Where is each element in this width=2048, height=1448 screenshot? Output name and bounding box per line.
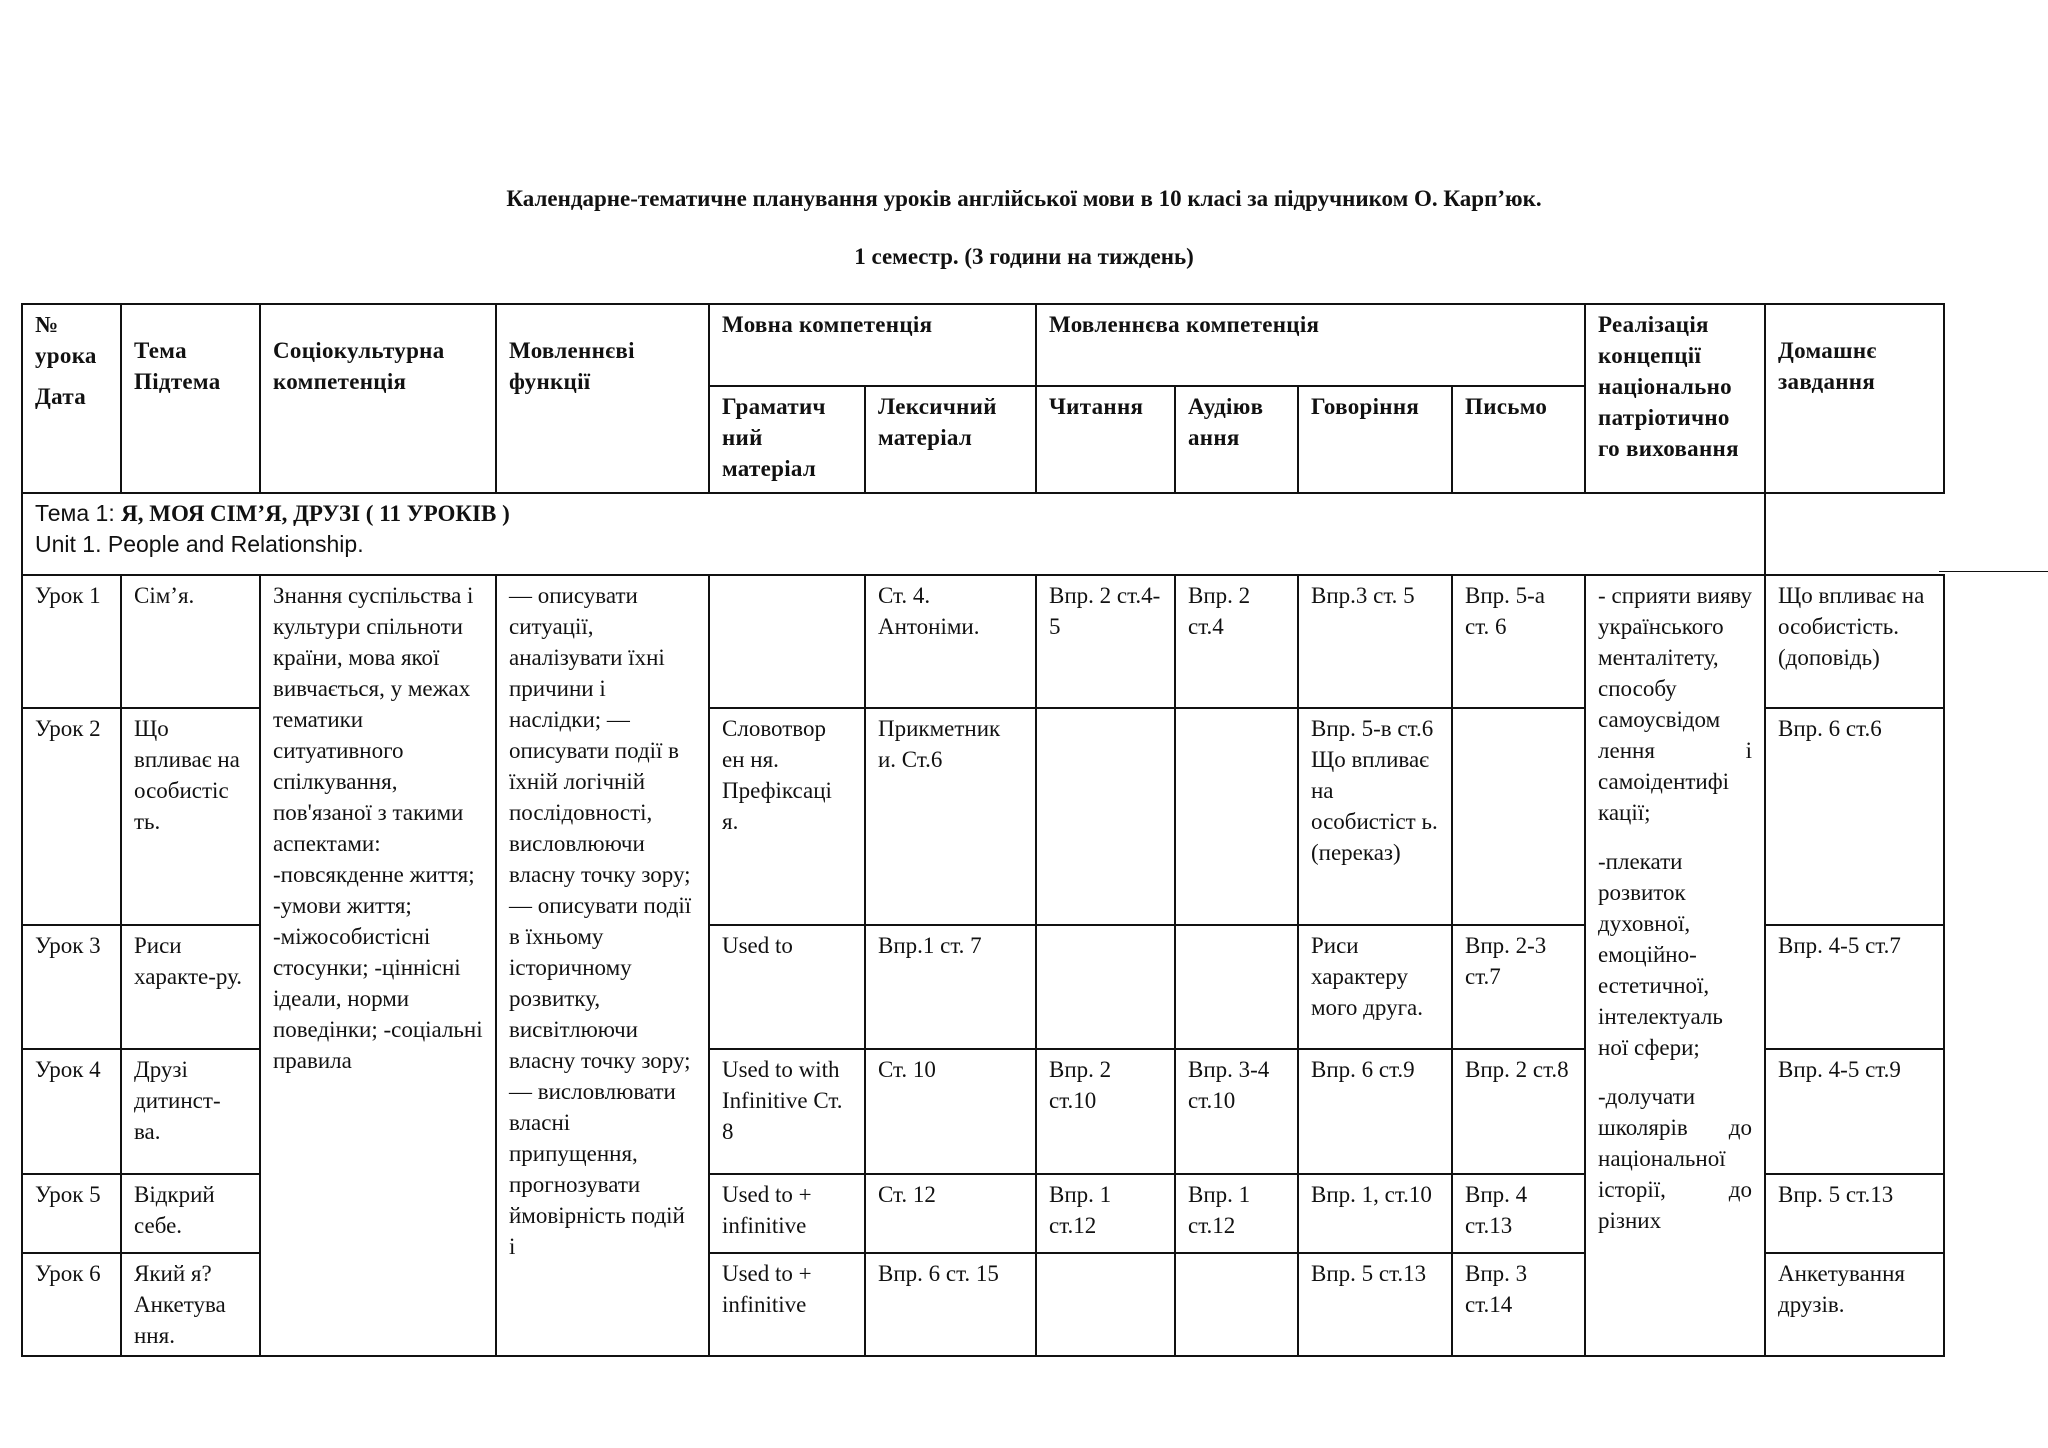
lesson-homework: Що впливає на особистість. (доповідь) xyxy=(1765,575,1944,708)
lesson-grammar xyxy=(709,575,865,708)
col-header-grammar: Граматич ний матеріал xyxy=(709,386,865,493)
lesson-lexical: Прикметник и. Ст.6 xyxy=(865,708,1036,925)
table-overflow-rule xyxy=(1939,571,2048,572)
lesson-listening xyxy=(1175,925,1298,1049)
col-header-patriotic: Реалізація концепції національно патріотично го виховання xyxy=(1585,304,1765,493)
lesson-speaking: Впр. 1, ст.10 xyxy=(1298,1174,1452,1253)
lesson-reading: Впр. 1 ст.12 xyxy=(1036,1174,1175,1253)
lesson-num: Урок 4 xyxy=(22,1049,121,1174)
lesson-reading xyxy=(1036,925,1175,1049)
lesson-lexical: Ст. 4. Антоніми. xyxy=(865,575,1036,708)
lesson-topic: Який я? Анкетува ння. xyxy=(121,1253,260,1356)
lesson-grammar: Словотвор ен ня. Префіксаці я. xyxy=(709,708,865,925)
col-header-lexical: Лексичний матеріал xyxy=(865,386,1036,493)
lesson-speaking: Риси характеру мого друга. xyxy=(1298,925,1452,1049)
lesson-speaking: Впр. 6 ст.9 xyxy=(1298,1049,1452,1174)
lesson-lexical: Ст. 10 xyxy=(865,1049,1036,1174)
theme-title: Я, МОЯ СІМ’Я, ДРУЗІ ( 11 УРОКІВ ) xyxy=(121,501,510,526)
col-header-speaking: Говоріння xyxy=(1298,386,1452,493)
lesson-grammar: Used to with Infinitive Ст. 8 xyxy=(709,1049,865,1174)
theme-prefix: Тема 1: xyxy=(35,500,122,526)
theme-cell xyxy=(22,493,1765,575)
col-header-homework: Домашнє завдання xyxy=(1765,304,1944,493)
lesson-listening: Впр. 3-4 ст.10 xyxy=(1175,1049,1298,1174)
lesson-num: Урок 1 xyxy=(22,575,121,708)
lesson-num: Урок 5 xyxy=(22,1174,121,1253)
col-header-speech-functions: Мовленнєві функції xyxy=(496,304,709,493)
patriotic-p3: -долучати школярів до національної історії, до різних xyxy=(1598,1084,1753,1233)
col-header-speech-competence: Мовленнєва компетенція xyxy=(1036,304,1585,386)
lesson-homework: Впр. 5 ст.13 xyxy=(1765,1174,1944,1253)
theme-row xyxy=(22,493,1944,575)
lesson-writing: Впр. 4 ст.13 xyxy=(1452,1174,1585,1253)
lesson-reading xyxy=(1036,1253,1175,1356)
col-header-socio: Соціокультурна компетенція xyxy=(260,304,496,493)
table-row xyxy=(22,575,1944,708)
lesson-lexical: Впр.1 ст. 7 xyxy=(865,925,1036,1049)
lesson-writing: Впр. 3 ст.14 xyxy=(1452,1253,1585,1356)
lesson-speaking: Впр. 5 ст.13 xyxy=(1298,1253,1452,1356)
lesson-topic: Друзі дитинст-ва. xyxy=(121,1049,260,1174)
col-header-writing: Письмо xyxy=(1452,386,1585,493)
document-title: Календарне-тематичне планування уроків англійської мови в 10 класі за підручником О. Карп’юк. xyxy=(506,186,1542,211)
lesson-topic: Відкрий себе. xyxy=(121,1174,260,1253)
lesson-speaking: Впр.3 ст. 5 xyxy=(1298,575,1452,708)
lesson-listening: Впр. 1 ст.12 xyxy=(1175,1174,1298,1253)
lesson-grammar: Used to + infinitive xyxy=(709,1174,865,1253)
patriotic-cell xyxy=(1585,575,1765,1356)
patriotic-p2: -плекати розвиток духовної, емоційно-естетичної, інтелектуаль ної сфери; xyxy=(1598,849,1723,1060)
lesson-writing xyxy=(1452,708,1585,925)
lesson-num: Урок 3 xyxy=(22,925,121,1049)
lesson-reading: Впр. 2 ст.4-5 xyxy=(1036,575,1175,708)
col-header-language-competence: Мовна компетенція xyxy=(709,304,1036,386)
col-header-topic: Тема Підтема xyxy=(121,304,260,493)
lesson-lexical: Впр. 6 ст. 15 xyxy=(865,1253,1036,1356)
document-subtitle: 1 семестр. (3 години на тиждень) xyxy=(854,244,1194,269)
lesson-speaking: Впр. 5-в ст.6 Що впливає на особистіст ь. (переказ) xyxy=(1298,708,1452,925)
lesson-grammar: Used to + infinitive xyxy=(709,1253,865,1356)
lesson-homework: Впр. 6 ст.6 xyxy=(1765,708,1944,925)
lesson-homework: Анкетування друзів. xyxy=(1765,1253,1944,1356)
col-header-num: № урока Дата xyxy=(22,304,121,493)
lesson-writing: Впр. 2 ст.8 xyxy=(1452,1049,1585,1174)
theme-unit: Unit 1. People and Relationship. xyxy=(35,531,364,557)
lesson-topic: Сім’я. xyxy=(121,575,260,708)
header-row-1 xyxy=(22,304,1944,386)
lesson-homework: Впр. 4-5 ст.9 xyxy=(1765,1049,1944,1174)
lesson-reading xyxy=(1036,708,1175,925)
lesson-reading: Впр. 2 ст.10 xyxy=(1036,1049,1175,1174)
lesson-listening: Впр. 2 ст.4 xyxy=(1175,575,1298,708)
lesson-writing: Впр. 2-3 ст.7 xyxy=(1452,925,1585,1049)
plan-table xyxy=(21,303,1945,1357)
lesson-num: Урок 2 xyxy=(22,708,121,925)
lesson-listening xyxy=(1175,708,1298,925)
lesson-num: Урок 6 xyxy=(22,1253,121,1356)
lesson-writing: Впр. 5-а ст. 6 xyxy=(1452,575,1585,708)
col-header-reading: Читання xyxy=(1036,386,1175,493)
lesson-homework: Впр. 4-5 ст.7 xyxy=(1765,925,1944,1049)
lesson-grammar: Used to xyxy=(709,925,865,1049)
lesson-lexical: Ст. 12 xyxy=(865,1174,1036,1253)
patriotic-p1: - сприяти вияву українського менталітету, способу самоусвідом лення і самоідентифі кації; xyxy=(1598,583,1753,825)
speech-functions-cell: — описувати ситуації, аналізувати їхні причини і наслідки; — описувати події в їхній логічній послідовності, висловлюючи власну точку зору; — описувати події в їхньому історичному розвитку, висвітлюючи власну точку зору; — висловлювати власні припущення, прогнозувати ймовірність подій і xyxy=(496,575,709,1356)
lesson-topic: Що впливає на особистіс ть. xyxy=(121,708,260,925)
socio-cell: Знання суспільства і культури спільноти країни, мова якої вивчається, у межах тематики ситуативного спілкування, пов'язаної з такими аспектами: -повсякденне життя; -умови життя; -міжособистісні стосунки; -ціннісні ідеали, норми поведінки; -соціальні правила xyxy=(260,575,496,1356)
lesson-listening xyxy=(1175,1253,1298,1356)
col-header-listening: Аудіюв ання xyxy=(1175,386,1298,493)
lesson-topic: Риси характе-ру. xyxy=(121,925,260,1049)
